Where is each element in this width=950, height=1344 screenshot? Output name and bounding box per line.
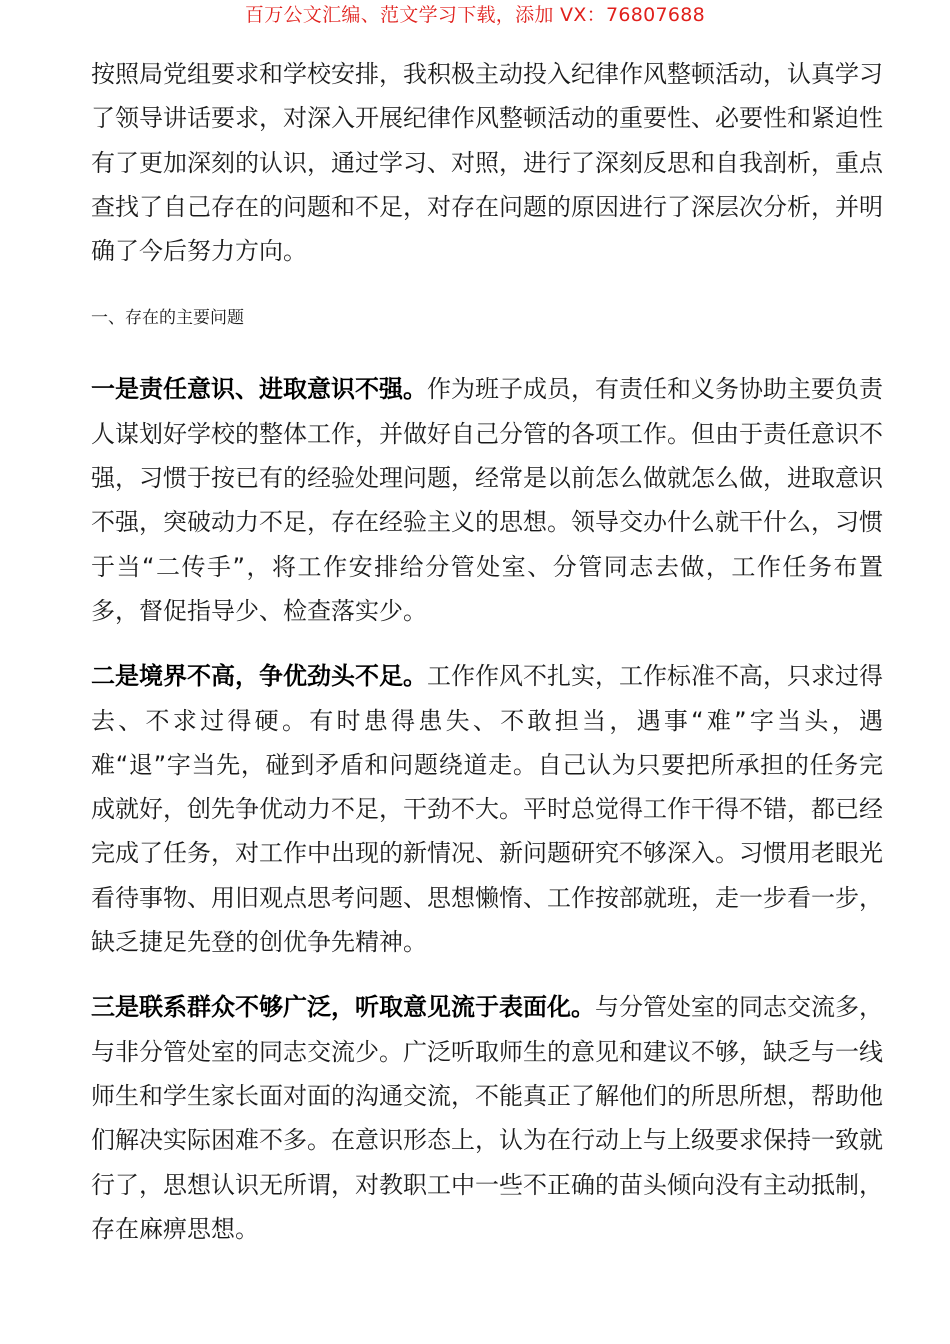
problem-3-body: 与分管处室的同志交流多，与非分管处室的同志交流少。广泛听取师生的意见和建议不够，缺乏与一线师生和学生家长面对面的沟通交流，不能真正了解他们的所思所想，帮助他们解决实际困难不多。在意识形态上，认为在行动上与上级要求保持一致就行了，思想认识无所谓，对教职工中一些不正确的苗头倾向没有主动抵制，存在麻痹思想。	[91, 993, 883, 1243]
problem-paragraph-1	[91, 367, 883, 633]
problem-paragraph-3	[91, 985, 883, 1251]
section-heading: 一、存在的主要问题	[91, 308, 244, 329]
problem-3-lead: 三是联系群众不够广泛，听取意见流于表面化。	[91, 993, 595, 1022]
problem-2-lead: 二是境界不高，争优劲头不足。	[91, 662, 427, 691]
document-body	[91, 52, 883, 1272]
intro-paragraph: 按照局党组要求和学校安排，我积极主动投入纪律作风整顿活动，认真学习了领导讲话要求，对深入开展纪律作风整顿活动的重要性、必要性和紧迫性有了更加深刻的认识，通过学习、对照，进行了深刻反思和自我剖析，重点查找了自己存在的问题和不足，对存在问题的原因进行了深层次分析，并明确了今后努力方向。	[91, 60, 883, 266]
problem-paragraph-2	[91, 654, 883, 964]
problem-2-body: 工作作风不扎实，工作标准不高，只求过得去、不求过得硬。有时患得患失、不敢担当，遇事“难”字当头，遇难“退”字当先，碰到矛盾和问题绕道走。自己认为只要把所承担的任务完成就好，创先争优动力不足，干劲不大。平时总觉得工作干得不错，都已经完成了任务，对工作中出现的新情况、新问题研究不够深入。习惯用老眼光看待事物、用旧观点思考问题、思想懒惰、工作按部就班，走一步看一步，缺乏捷足先登的创优争先精神。	[91, 662, 883, 957]
problem-1-lead: 一是责任意识、进取意识不强。	[91, 375, 427, 404]
problem-1-body: 作为班子成员，有责任和义务协助主要负责人谋划好学校的整体工作，并做好自己分管的各项工作。但由于责任意识不强，习惯于按已有的经验处理问题，经常是以前怎么做就怎么做，进取意识不强，突破动力不足，存在经验主义的思想。领导交办什么就干什么，习惯于当“二传手”，将工作安排给分管处室、分管同志去做，工作任务布置多，督促指导少、检查落实少。	[91, 375, 883, 625]
header-banner: 百万公文汇编、范文学习下载，添加 VX：76807688	[244, 4, 706, 26]
